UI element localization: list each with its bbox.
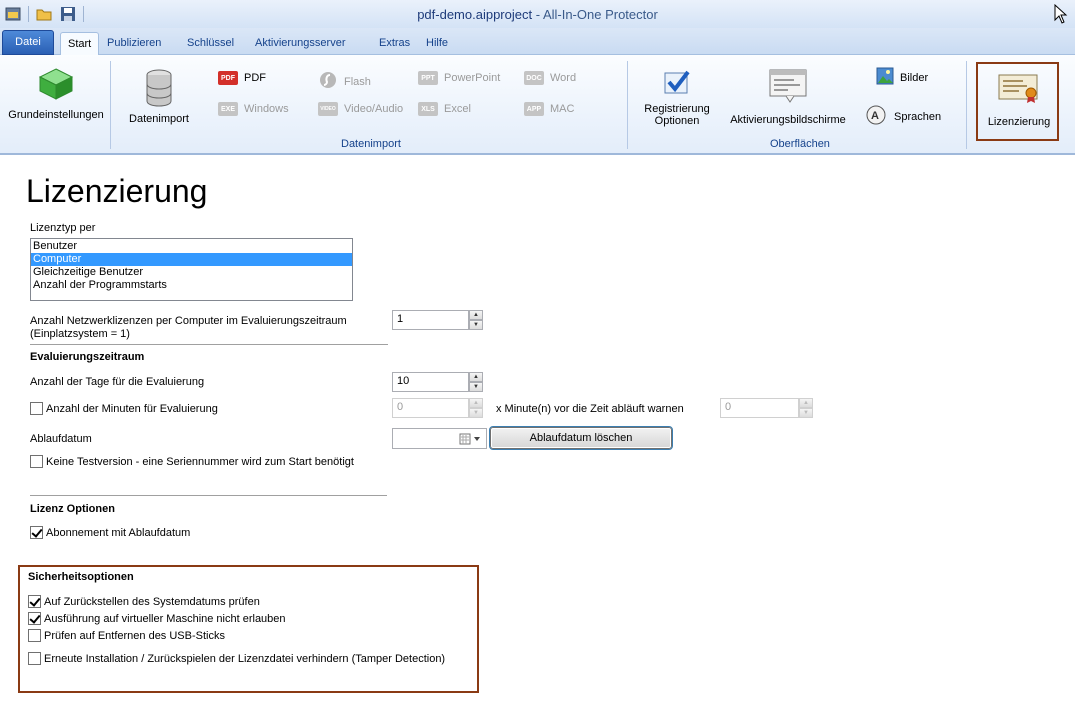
group-separator — [627, 61, 628, 149]
mouse-cursor-icon — [1054, 4, 1068, 27]
windows-label: Windows — [244, 103, 289, 115]
lizenztyp-listbox[interactable] — [30, 238, 353, 301]
registrierung-label-2: Optionen — [654, 115, 700, 127]
import-mac-button[interactable] — [524, 102, 574, 116]
systemdatum-label: Auf Zurückstellen des Systemdatums prüfen — [44, 595, 260, 608]
import-excel-button[interactable] — [418, 102, 471, 116]
ablaufdatum-label: Ablaufdatum — [30, 433, 92, 445]
checkbox-box[interactable] — [28, 652, 41, 665]
divider — [30, 495, 387, 496]
divider — [30, 344, 388, 345]
sprachen-label: Sprachen — [894, 110, 942, 123]
virtuelle-maschine-checkbox[interactable] — [28, 612, 286, 625]
netzwerklizenzen-label-1: Anzahl Netzwerklizenzen per Computer im Evaluierungszeitraum — [30, 315, 347, 327]
ablaufdatum-picker[interactable] — [392, 428, 487, 449]
app-name: All-In-One Protector — [542, 7, 658, 22]
list-item-selected[interactable]: Computer — [31, 253, 352, 266]
excel-label: Excel — [444, 103, 471, 115]
grundeinstellungen-button[interactable] — [6, 63, 106, 121]
lizenztyp-label: Lizenztyp per — [30, 222, 96, 234]
arrow-down-icon[interactable]: ▼ — [799, 408, 813, 418]
warnen-input[interactable]: 0 — [720, 398, 799, 418]
arrow-down-icon[interactable]: ▼ — [469, 320, 483, 330]
tamper-detection-checkbox[interactable] — [28, 652, 445, 665]
stepper-arrows[interactable] — [799, 398, 813, 418]
usb-stick-checkbox[interactable] — [28, 629, 225, 642]
import-video-button[interactable] — [318, 102, 403, 116]
abonnement-label: Abonnement mit Ablaufdatum — [46, 526, 191, 539]
ablaufdatum-loeschen-button[interactable]: Ablaufdatum löschen — [490, 427, 672, 449]
window-title — [0, 7, 1075, 22]
project-name: pdf-demo.aipproject — [417, 7, 533, 22]
bilder-button[interactable] — [876, 67, 928, 88]
tage-label: Anzahl der Tage für die Evaluierung — [30, 376, 205, 388]
video-label: Video/Audio — [344, 103, 404, 115]
sicherheitsoptionen-heading: Sicherheitsoptionen — [28, 571, 134, 583]
tab-schluessel[interactable]: Schlüssel — [187, 37, 235, 49]
ppt-icon: PPT — [418, 71, 438, 85]
checkbox-box-checked[interactable] — [30, 526, 43, 539]
systemdatum-checkbox[interactable] — [28, 595, 260, 608]
tab-start[interactable]: Start — [60, 32, 99, 55]
group-separator — [966, 61, 967, 149]
checkmark-icon — [638, 67, 716, 100]
tamper-detection-label: Erneute Installation / Zurückspielen der Lizenzdatei verhindern (Tamper Detection) — [44, 652, 446, 665]
video-icon: VIDEO — [318, 102, 338, 116]
arrow-down-icon[interactable]: ▼ — [469, 382, 483, 392]
flash-label: Flash — [344, 75, 371, 88]
calendar-icon[interactable] — [459, 433, 483, 448]
list-item[interactable]: Gleichzeitige Benutzer — [33, 266, 144, 278]
language-icon — [866, 105, 888, 128]
main-panel — [0, 157, 1075, 726]
import-pdf-button[interactable] — [218, 71, 266, 85]
page-title: Lizenzierung — [26, 173, 208, 209]
tab-datei[interactable]: Datei — [2, 30, 54, 55]
grundeinstellungen-label: Grundeinstellungen — [8, 109, 104, 121]
registrierung-label-1: Registrierung — [644, 103, 710, 115]
minuten-input[interactable]: 0 — [392, 398, 469, 418]
arrow-up-icon[interactable]: ▲ — [469, 372, 483, 382]
tage-stepper[interactable] — [392, 372, 483, 392]
tab-hilfe[interactable]: Hilfe — [426, 37, 449, 49]
checkbox-box-checked[interactable] — [28, 612, 41, 625]
flash-icon — [318, 71, 338, 92]
list-item[interactable]: Benutzer — [33, 240, 78, 252]
cube-icon — [6, 63, 106, 106]
netzwerklizenzen-stepper[interactable] — [392, 310, 483, 330]
arrow-up-icon[interactable]: ▲ — [469, 310, 483, 320]
netzwerklizenzen-label-2: (Einplatzsystem = 1) — [30, 328, 130, 340]
list-item[interactable]: Anzahl der Programmstarts — [33, 279, 167, 291]
keine-testversion-checkbox[interactable] — [30, 455, 354, 468]
evaluierungszeitraum-heading: Evaluierungszeitraum — [30, 351, 145, 363]
picture-icon — [876, 67, 894, 88]
stepper-arrows[interactable] — [469, 398, 483, 418]
stepper-arrows[interactable] — [469, 310, 483, 330]
sprachen-button[interactable] — [866, 105, 941, 128]
netzwerklizenzen-input[interactable]: 1 — [392, 310, 469, 330]
database-icon — [124, 69, 194, 110]
warnen-label: x Minute(n) vor die Zeit abläuft warnen — [496, 403, 684, 415]
svg-text:A: A — [871, 110, 879, 122]
arrow-up-icon[interactable]: ▲ — [469, 398, 483, 408]
group-label-datenimport: Datenimport — [341, 138, 401, 150]
group-separator — [110, 61, 111, 149]
lizenzierung-label: Lizenzierung — [987, 116, 1051, 128]
keine-testversion-label: Keine Testversion - eine Seriennummer wird zum Start benötigt — [46, 455, 354, 468]
arrow-down-icon[interactable]: ▼ — [469, 408, 483, 418]
checkbox-box[interactable] — [28, 629, 41, 642]
pdf-icon: PDF — [218, 71, 238, 85]
datenimport-button[interactable] — [124, 69, 194, 125]
checkbox-box-checked[interactable] — [28, 595, 41, 608]
minuten-stepper[interactable] — [392, 398, 483, 418]
tab-extras[interactable]: Extras — [379, 37, 411, 49]
xls-icon: XLS — [418, 102, 438, 116]
lizenz-optionen-heading: Lizenz Optionen — [30, 503, 115, 515]
registrierung-optionen-button[interactable] — [638, 67, 716, 127]
aktivierungsbildschirme-button[interactable] — [728, 67, 848, 126]
pdf-label: PDF — [244, 72, 266, 84]
ribbon — [0, 55, 1075, 155]
tab-aktivierungsserver[interactable]: Aktivierungsserver — [255, 37, 346, 49]
import-flash-button[interactable] — [318, 71, 371, 92]
abonnement-checkbox[interactable] — [30, 526, 190, 539]
arrow-up-icon[interactable]: ▲ — [799, 398, 813, 408]
import-word-button[interactable] — [524, 71, 576, 85]
powerpoint-label: PowerPoint — [444, 72, 501, 84]
exe-icon: EXE — [218, 102, 238, 116]
checkbox-box[interactable] — [30, 402, 43, 415]
word-label: Word — [550, 72, 577, 84]
mac-label: MAC — [550, 103, 575, 115]
bilder-label: Bilder — [900, 71, 929, 84]
lizenzierung-highlight-frame — [976, 62, 1059, 141]
import-powerpoint-button[interactable] — [418, 71, 500, 85]
app-icon: APP — [524, 102, 544, 116]
tage-input[interactable]: 10 — [392, 372, 469, 392]
stepper-arrows[interactable] — [469, 372, 483, 392]
dialog-screen-icon — [728, 67, 848, 106]
title-bar — [0, 0, 1075, 28]
usb-stick-label: Prüfen auf Entfernen des USB-Sticks — [44, 629, 225, 642]
group-label-oberflaechen: Oberflächen — [770, 138, 830, 150]
tab-publizieren[interactable]: Publizieren — [107, 37, 162, 49]
virtuelle-maschine-label: Ausführung auf virtueller Maschine nicht erlauben — [44, 612, 286, 625]
datenimport-label: Datenimport — [129, 113, 189, 125]
checkbox-box[interactable] — [30, 455, 43, 468]
aktivierungsbildschirme-label: Aktivierungsbildschirme — [730, 114, 846, 126]
doc-icon: DOC — [524, 71, 544, 85]
import-windows-button[interactable] — [218, 102, 289, 116]
minuten-label: Anzahl der Minuten für Evaluierung — [46, 402, 218, 415]
minuten-checkbox[interactable] — [30, 402, 218, 415]
warnen-stepper[interactable] — [720, 398, 813, 418]
title-separator: - — [532, 7, 543, 22]
ribbon-tab-bar — [0, 28, 1075, 55]
